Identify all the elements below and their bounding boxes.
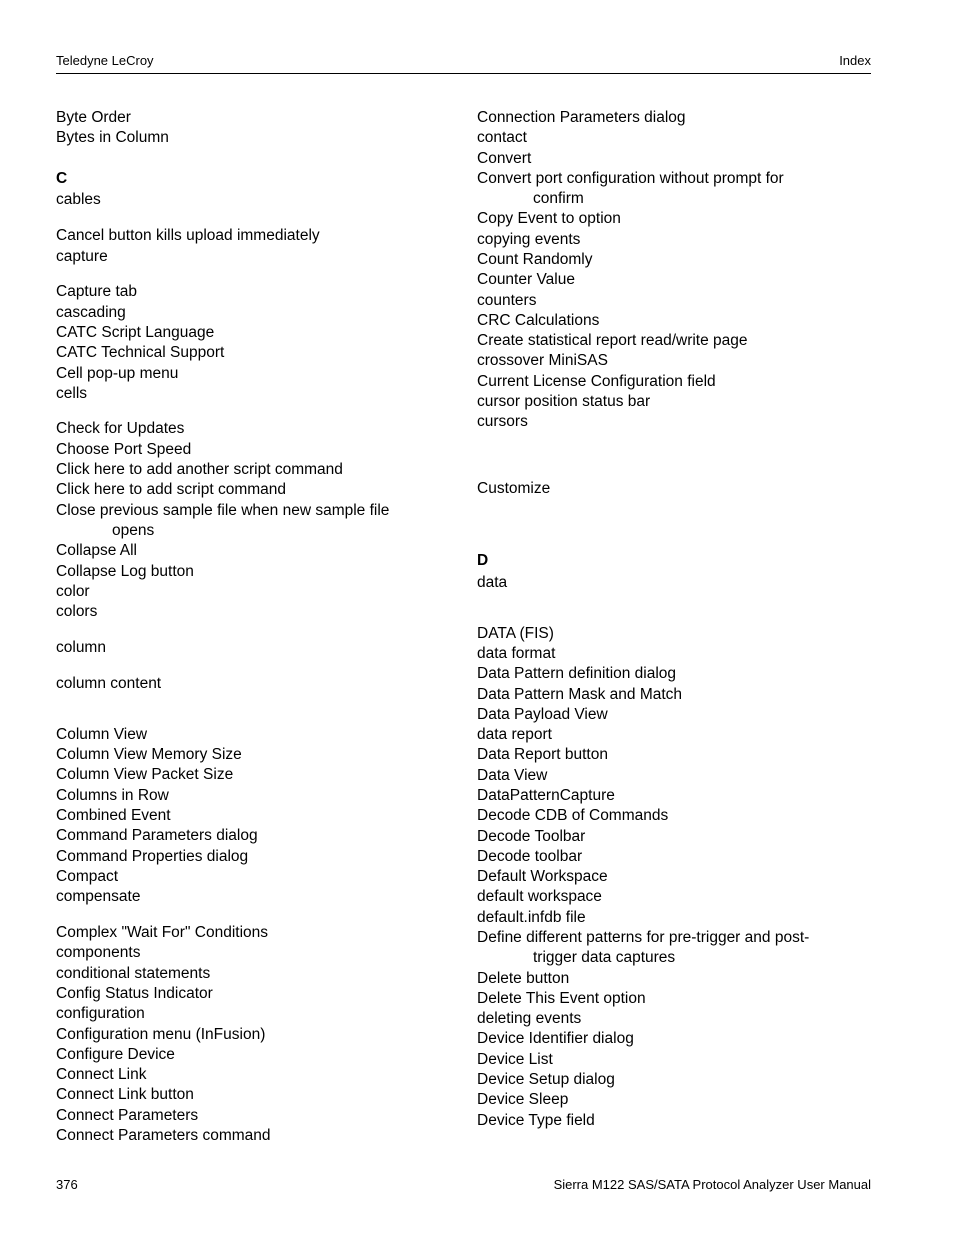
index-entry[interactable]: cascading [56,304,126,321]
index-entry[interactable]: Default Workspace [477,868,608,885]
index-entry[interactable]: default workspace [477,888,602,905]
index-entry[interactable]: DATA (FIS) [477,625,554,642]
index-entry[interactable]: Convert [477,150,532,167]
index-entry-continuation[interactable]: confirm [533,190,584,207]
index-entry[interactable]: Define different patterns for pre-trigger and post- [477,929,810,946]
index-entry[interactable]: Collapse Log button [56,563,194,580]
header-company: Teledyne LeCroy [56,53,154,68]
index-entry[interactable]: copying events [477,231,581,248]
index-entry[interactable]: data [477,574,508,591]
index-entry[interactable]: Decode CDB of Commands [477,807,669,824]
index-entry[interactable]: Data Report button [477,746,608,763]
index-entry[interactable]: Cell pop-up menu [56,365,179,382]
page-number: 376 [56,1177,78,1192]
index-entry[interactable]: Configure Device [56,1046,175,1063]
index-entry[interactable]: Capture tab [56,283,137,300]
index-entry[interactable]: CATC Script Language [56,324,215,341]
index-entry[interactable]: Device Identifier dialog [477,1030,634,1047]
index-entry[interactable]: color [56,583,90,600]
index-entry[interactable]: Convert port configuration without prompt for [477,170,784,187]
index-entry[interactable]: Data View [477,767,548,784]
index-entry[interactable]: Decode toolbar [477,848,583,865]
index-entry[interactable]: conditional statements [56,965,211,982]
index-entry[interactable]: Current License Configuration field [477,373,716,390]
index-entry[interactable]: Device Type field [477,1112,595,1129]
index-entry[interactable]: Command Parameters dialog [56,827,258,844]
index-entry[interactable]: DataPatternCapture [477,787,615,804]
index-entry[interactable]: Column View Packet Size [56,766,234,783]
index-entry[interactable]: Configuration menu (InFusion) [56,1026,266,1043]
index-entry-continuation[interactable]: trigger data captures [533,949,676,966]
index-entry[interactable]: counters [477,292,537,309]
index-entry[interactable]: Column View Memory Size [56,746,242,763]
index-entry-continuation[interactable]: opens [112,522,155,539]
index-entry[interactable]: Create statistical report read/write page [477,332,748,349]
index-entry[interactable]: Column View [56,726,148,743]
index-entry[interactable]: Close previous sample file when new sample file [56,502,390,519]
index-entry[interactable]: cables [56,191,101,208]
index-entry[interactable]: Connect Parameters command [56,1127,271,1144]
index-entry[interactable]: Compact [56,868,119,885]
index-entry[interactable]: Bytes in Column [56,129,169,146]
index-entry[interactable]: default.infdb file [477,909,586,926]
index-entry[interactable]: colors [56,603,98,620]
index-entry[interactable]: Config Status Indicator [56,985,213,1002]
index-letter-heading: C [56,170,68,187]
index-entry[interactable]: Connect Link [56,1066,147,1083]
index-entry[interactable]: column content [56,675,162,692]
manual-title: Sierra M122 SAS/SATA Protocol Analyzer User Manual [553,1177,871,1192]
index-entry[interactable]: Click here to add another script command [56,461,343,478]
index-entry[interactable]: Data Payload View [477,706,608,723]
index-entry[interactable]: Check for Updates [56,420,185,437]
index-entry[interactable]: Data Pattern Mask and Match [477,686,683,703]
index-entry[interactable]: crossover MiniSAS [477,352,608,369]
index-letter-heading: D [477,552,489,569]
index-entry[interactable]: CRC Calculations [477,312,600,329]
index-entry[interactable]: configuration [56,1005,145,1022]
index-entry[interactable]: data report [477,726,552,743]
index-entry[interactable]: cursor position status bar [477,393,651,410]
index-entry[interactable]: contact [477,129,527,146]
index-entry[interactable]: Delete This Event option [477,990,646,1007]
index-entry[interactable]: Device List [477,1051,553,1068]
index-entry[interactable]: Connect Parameters [56,1107,199,1124]
index-entry[interactable]: Connection Parameters dialog [477,109,686,126]
index-entry[interactable]: Copy Event to option [477,210,621,227]
index-entry[interactable]: Data Pattern definition dialog [477,665,677,682]
index-entry[interactable]: Counter Value [477,271,575,288]
index-entry[interactable]: Columns in Row [56,787,169,804]
index-entry[interactable]: capture [56,248,108,265]
index-entry[interactable]: column [56,639,106,656]
index-entry[interactable]: CATC Technical Support [56,344,225,361]
index-entry[interactable]: Command Properties dialog [56,848,249,865]
index-entry[interactable]: cells [56,385,88,402]
index-entry[interactable]: Count Randomly [477,251,593,268]
index-entry[interactable]: Customize [477,480,551,497]
index-entry[interactable]: Device Sleep [477,1091,569,1108]
index-entry[interactable]: Collapse All [56,542,137,559]
page-header [56,53,871,74]
index-entry[interactable]: Choose Port Speed [56,441,192,458]
index-entry[interactable]: compensate [56,888,141,905]
header-section: Index [839,53,871,68]
index-entry[interactable]: Combined Event [56,807,171,824]
index-entry[interactable]: Decode Toolbar [477,828,586,845]
index-entry[interactable]: Device Setup dialog [477,1071,615,1088]
index-entry[interactable]: deleting events [477,1010,582,1027]
index-entry[interactable]: Complex "Wait For" Conditions [56,924,268,941]
index-entry[interactable]: Cancel button kills upload immediately [56,227,320,244]
index-entry[interactable]: data format [477,645,556,662]
index-entry[interactable]: Delete button [477,970,570,987]
index-entry[interactable]: Click here to add script command [56,481,287,498]
index-entry[interactable]: cursors [477,413,528,430]
index-entry[interactable]: Byte Order [56,109,131,126]
index-entry[interactable]: components [56,944,141,961]
index-entry[interactable]: Connect Link button [56,1086,194,1103]
